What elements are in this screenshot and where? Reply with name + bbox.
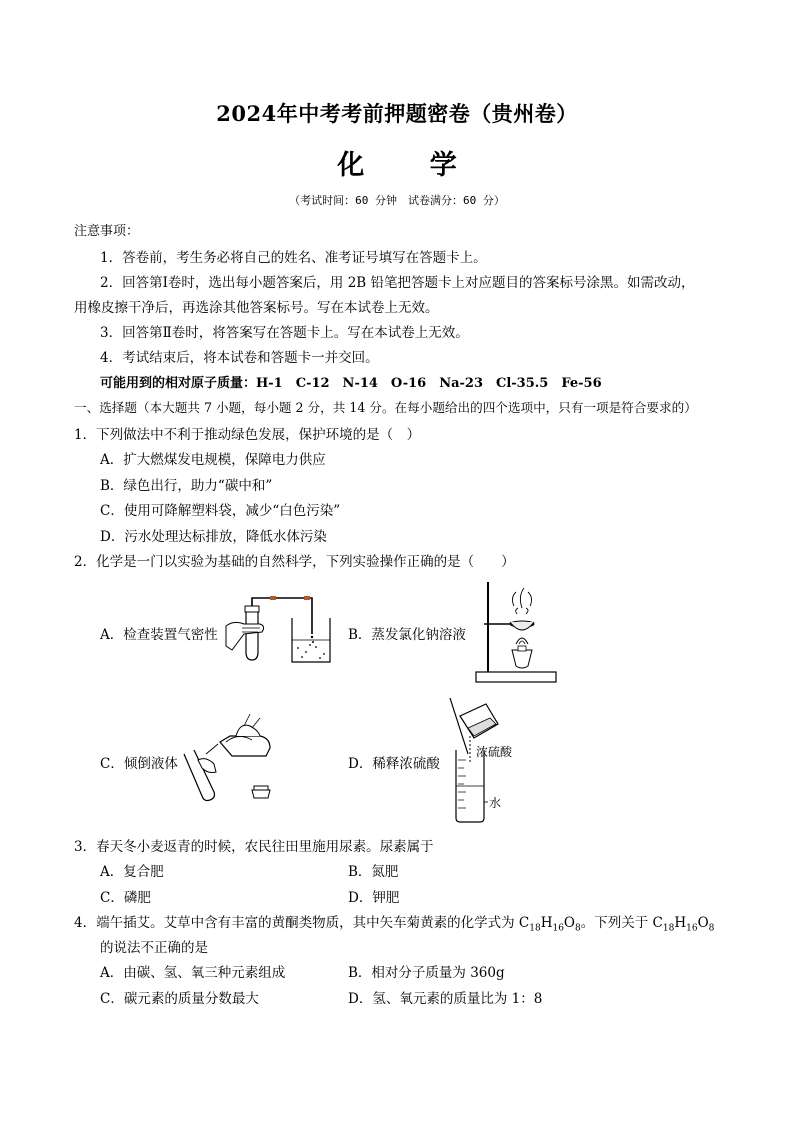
q4-option-b: B．相对分子质量为 360g	[348, 965, 505, 981]
exam-title: 2024年中考考前押题密卷（贵州卷）	[216, 101, 578, 126]
q1-option-d: D．污水处理达标排放，降低水体污染	[100, 529, 327, 545]
label-water: 水	[489, 796, 502, 810]
notice-heading: 注意事项：	[74, 224, 140, 239]
figure-diluting-acid	[446, 694, 518, 826]
notice-item-3: 3．回答第Ⅱ卷时，将答案写在答题卡上。写在本试卷上无效。	[100, 325, 469, 341]
section-heading: 一、选择题（本大题共 7 小题，每小题 2 分，共 14 分。在每小题给出的四个选项中，只有一项是符合要求的）	[74, 400, 697, 415]
question-1-stem: 1．下列做法中不利于推动绿色发展，保护环境的是（ ）	[74, 427, 421, 443]
figure-pouring-liquid	[180, 712, 290, 804]
formula-1: $C_{18}H_{16}O_8$	[518, 915, 581, 934]
question-2-stem: 2．化学是一门以实验为基础的自然科学，下列实验操作正确的是（ ）	[74, 554, 515, 570]
atomic-masses: 可能用到的相对原子质量：H-1 C-12 N-14 O-16 Na-23 Cl-35.5 Fe-56	[100, 376, 602, 391]
subject-title: 化 学	[337, 150, 485, 181]
notice-item-2-cont: 用橡皮擦干净后，再选涂其他答案标号。写在本试卷上无效。	[74, 300, 439, 316]
q2-option-c: C．倾倒液体	[100, 756, 178, 772]
formula-2: $C_{18}H_{16}O_8$	[652, 915, 715, 934]
q2-option-d: D．稀释浓硫酸	[348, 756, 440, 772]
q4-option-c: C．碳元素的质量分数最大	[100, 991, 259, 1007]
label-concentrated-acid: 浓硫酸	[476, 745, 513, 759]
q3-option-a: A．复合肥	[100, 864, 164, 880]
q3-option-c: C．磷肥	[100, 890, 151, 906]
q1-option-a: A．扩大燃煤发电规模，保障电力供应	[100, 452, 326, 468]
figure-evaporation	[470, 578, 560, 688]
q1-option-b: B．绿色出行，助力“碳中和”	[100, 478, 273, 494]
notice-item-4: 4．考试结束后，将本试卷和答题卡一并交回。	[100, 350, 379, 366]
q1-option-c: C．使用可降解塑料袋，减少“白色污染”	[100, 503, 341, 519]
notice-item-1: 1．答卷前，考生务必将自己的姓名、准考证号填写在答题卡上。	[100, 250, 487, 266]
question-4-stem: 4．端午插艾。艾草中含有丰富的黄酮类物质，其中矢车菊黄素的化学式为 $C_{18}H_{16}O_8$。下列关于 $C_{18}H_{16}O_8$	[74, 915, 715, 934]
q3-option-b: B．氮肥	[348, 864, 399, 880]
question-4-stem-line2: 的说法不正确的是	[100, 940, 208, 956]
figure-airtightness-check	[222, 590, 334, 670]
question-3-stem: 3．春天冬小麦返青的时候，农民往田里施用尿素。尿素属于	[74, 839, 434, 855]
q2-option-a: A．检查装置气密性	[100, 627, 218, 643]
notice-item-2: 2．回答第Ⅰ卷时，选出每小题答案后，用 2B 铅笔把答题卡上对应题目的答案标号涂黑。如需改动，	[100, 275, 695, 291]
q4-option-a: A．由碳、氢、氧三种元素组成	[100, 965, 286, 981]
time-info: （考试时间：60 分钟 试卷满分：60 分）	[289, 194, 505, 207]
q3-option-d: D．钾肥	[348, 890, 400, 906]
q4-option-d: D．氢、氧元素的质量比为 1：8	[348, 991, 543, 1007]
q2-option-b: B．蒸发氯化钠溶液	[348, 627, 466, 643]
